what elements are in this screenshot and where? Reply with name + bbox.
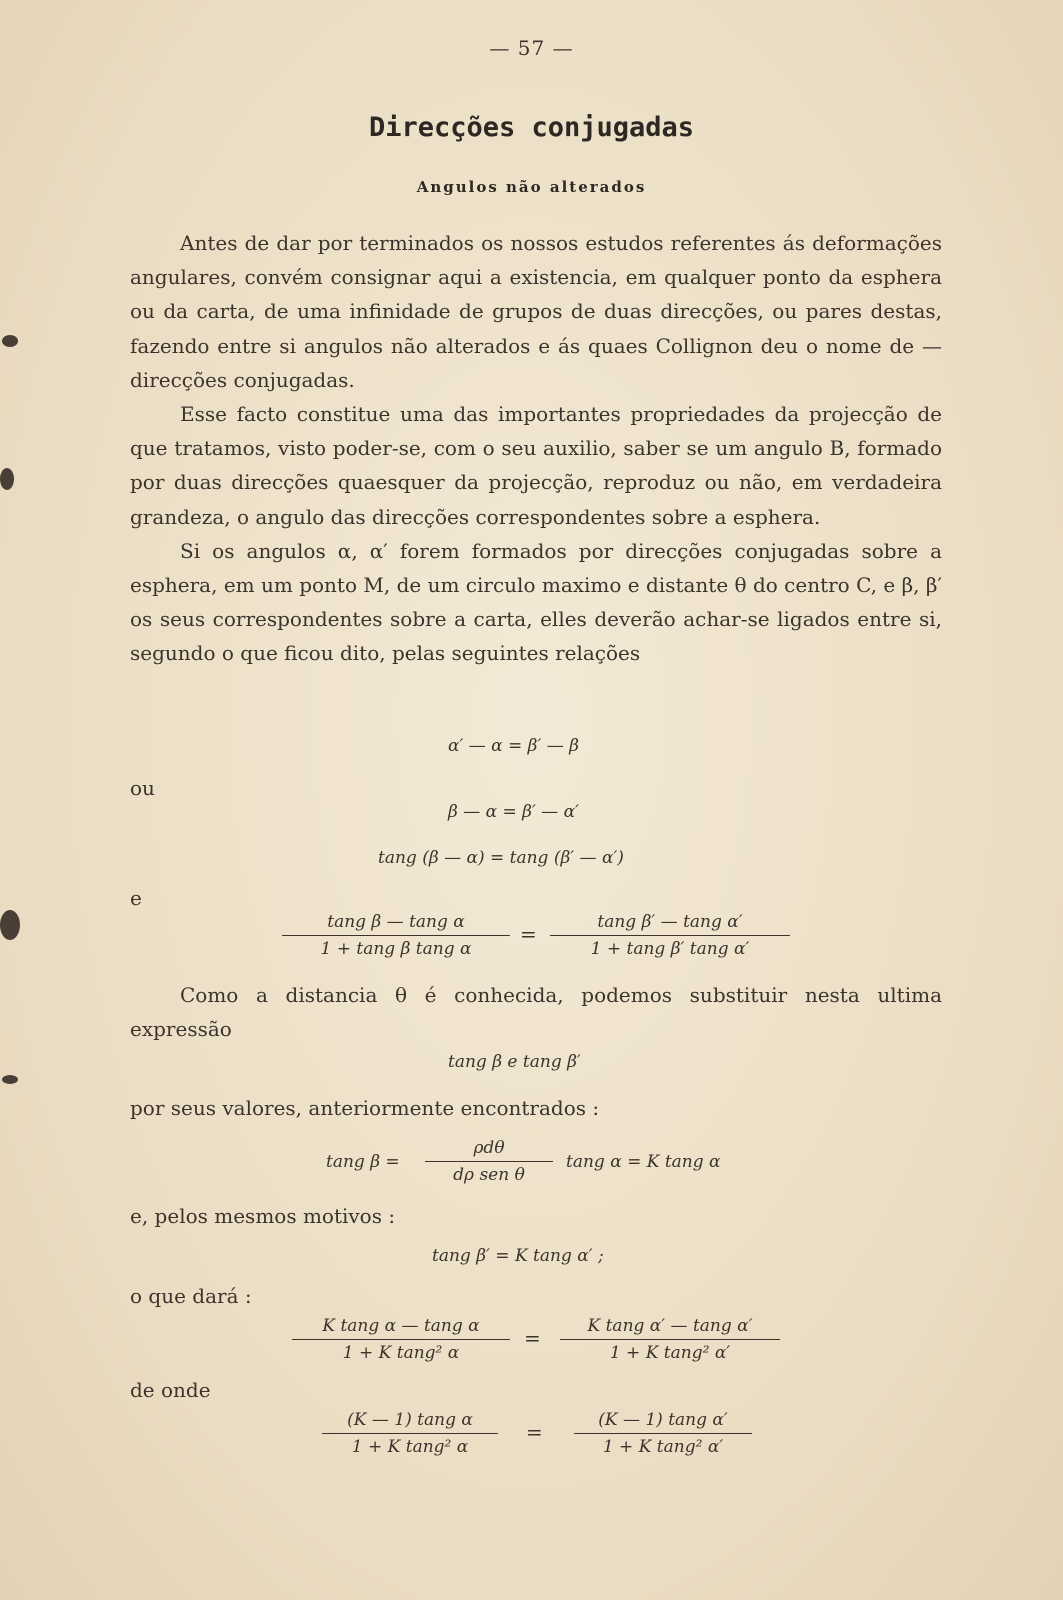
equation: β — α = β′ — α′	[448, 802, 580, 822]
connector-word: e, pelos mesmos motivos :	[130, 1204, 396, 1228]
fraction	[550, 912, 790, 959]
paragraph: Esse facto constitue uma das importantes propriedades da projecção de que tratamos, visto poder-se, com o seu auxilio, saber se um angulo B, formado por duas direcções quaesquer da projecção, reproduz ou não, em verdadeira grandeza, o angulo das direcções correspondentes sobre a esphera.	[130, 402, 942, 529]
denominator: 1 + K tang² α′	[602, 1437, 724, 1457]
equals-sign: =	[524, 1326, 541, 1350]
connector-word: ou	[130, 776, 155, 800]
numerator: K tang α′ — tang α′	[560, 1316, 780, 1340]
fraction	[292, 1316, 510, 1363]
denominator: 1 + tang β tang α	[320, 939, 472, 959]
equals-sign: =	[526, 1420, 543, 1444]
binding-mark	[2, 1075, 18, 1084]
denominator: dρ sen θ	[453, 1165, 525, 1185]
paragraph: Antes de dar por terminados os nossos estudos referentes ás deformações angulares, convém consignar aqui a existencia, em qualquer ponto da esphera ou da carta, de uma infinidade de grupos de duas direcções, ou pares destas, fazendo entre si angulos não alterados e ás quaes Collignon deu o nome de — direcções conjugadas.	[130, 231, 942, 392]
section-subtitle: Angulos não alterados	[416, 178, 647, 196]
fraction	[282, 912, 510, 959]
denominator: 1 + tang β′ tang α′	[590, 939, 750, 959]
fraction	[560, 1316, 780, 1363]
binding-mark	[0, 468, 14, 490]
page-number: — 57 —	[489, 36, 574, 60]
binding-mark	[2, 335, 18, 347]
equation: tang (β — α) = tang (β′ — α′)	[378, 848, 624, 868]
numerator: ρdθ	[425, 1138, 553, 1162]
equation-lhs: tang β =	[326, 1152, 400, 1172]
equation: tang β′ = K tang α′ ;	[432, 1246, 604, 1266]
equation: α′ — α = β′ — β	[448, 736, 580, 756]
paragraph: Como a distancia θ é conhecida, podemos substituir nesta ultima expressão	[130, 983, 942, 1042]
equals-sign: =	[520, 922, 537, 946]
fraction	[322, 1410, 498, 1457]
connector-word: e	[130, 886, 142, 910]
equation-rhs: tang α = K tang α	[566, 1152, 721, 1172]
connector-word: por seus valores, anteriormente encontrados :	[130, 1096, 600, 1120]
paragraph: Si os angulos α, α′ forem formados por direcções conjugadas sobre a esphera, em um ponto M, de um circulo maximo e distante θ do centro C, e β, β′ os seus correspondentes sobre a carta, elles deverão achar-se ligados entre si, segundo o que ficou dito, pelas seguintes relações	[130, 538, 942, 666]
section-title: Direcções conjugadas	[368, 112, 695, 143]
numerator: tang β — tang α	[282, 912, 510, 936]
connector-word: o que dará :	[130, 1284, 252, 1308]
numerator: (K — 1) tang α′	[574, 1410, 752, 1434]
denominator: 1 + K tang² α	[351, 1437, 469, 1457]
numerator: K tang α — tang α	[292, 1316, 510, 1340]
connector-word: de onde	[130, 1378, 211, 1402]
fraction	[574, 1410, 752, 1457]
equation: tang β e tang β′	[448, 1052, 581, 1072]
body-text	[130, 978, 942, 1046]
numerator: (K — 1) tang α	[322, 1410, 498, 1434]
numerator: tang β′ — tang α′	[550, 912, 790, 936]
denominator: 1 + K tang² α′	[609, 1343, 731, 1363]
fraction	[425, 1138, 553, 1185]
body-text	[130, 226, 942, 671]
binding-mark	[0, 910, 20, 940]
denominator: 1 + K tang² α	[342, 1343, 460, 1363]
